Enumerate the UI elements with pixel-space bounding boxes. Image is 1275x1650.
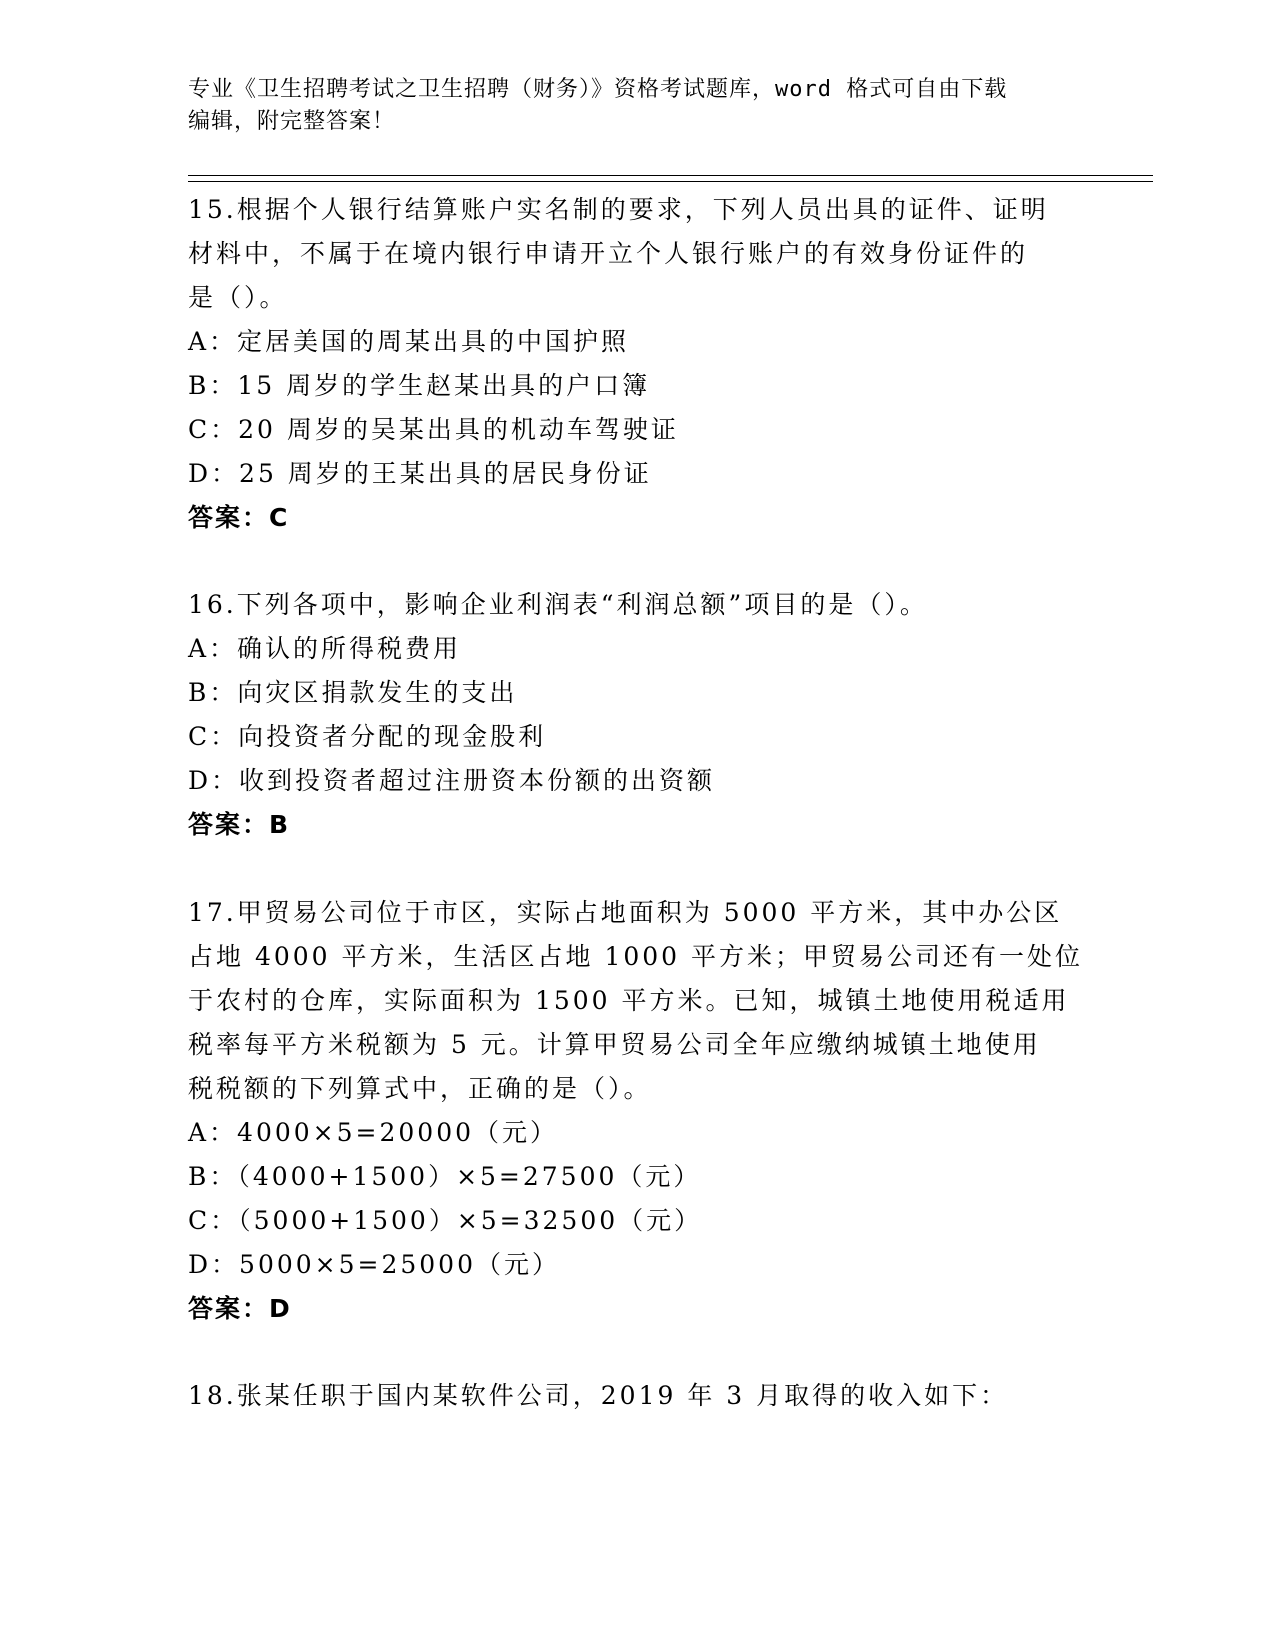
option-d: D：5000×5=25000（元）	[188, 1250, 560, 1279]
question-stem-line: 占地 4000 平方米，生活区占地 1000 平方米；甲贸易公司还有一处位	[188, 942, 1084, 971]
answer-label: 答案：C	[188, 503, 290, 532]
option-b: B：向灾区捐款发生的支出	[188, 678, 518, 707]
header-line-2: 编辑，附完整答案！	[188, 109, 396, 134]
option-a: A：4000×5=20000（元）	[188, 1118, 559, 1147]
question-stem-line: 是（）。	[188, 283, 288, 312]
option-b: B：（4000+1500）×5=27500（元）	[188, 1162, 702, 1191]
option-c: C：向投资者分配的现金股利	[188, 722, 547, 751]
option-b: B：15 周岁的学生赵某出具的户口簿	[188, 371, 651, 400]
header-divider-bottom	[188, 181, 1153, 182]
answer-label: 答案：B	[188, 810, 291, 839]
header-text	[188, 74, 1068, 138]
option-d: D：25 周岁的王某出具的居民身份证	[188, 459, 652, 488]
option-a: A：定居美国的周某出具的中国护照	[188, 327, 630, 356]
question-stem-line: 税税额的下列算式中，正确的是（）。	[188, 1074, 652, 1103]
question-stem-line: 15.根据个人银行结算账户实名制的要求，下列人员出具的证件、证明	[188, 195, 1049, 224]
question-stem-line: 材料中，不属于在境内银行申请开立个人银行账户的有效身份证件的	[188, 239, 1029, 268]
answer-label: 答案：D	[188, 1294, 292, 1323]
option-c: C：20 周岁的吴某出具的机动车驾驶证	[188, 415, 679, 444]
option-c: C：（5000+1500）×5=32500（元）	[188, 1206, 703, 1235]
question-stem-line: 17.甲贸易公司位于市区，实际占地面积为 5000 平方米，其中办公区	[188, 898, 1063, 927]
header-divider-top	[188, 175, 1153, 176]
question-stem-line: 16.下列各项中，影响企业利润表“利润总额”项目的是（）。	[188, 590, 928, 619]
question-stem-line: 税率每平方米税额为 5 元。计算甲贸易公司全年应缴纳城镇土地使用	[188, 1030, 1041, 1059]
option-d: D：收到投资者超过注册资本份额的出资额	[188, 766, 716, 795]
question-stem-line: 18.张某任职于国内某软件公司，2019 年 3 月取得的收入如下：	[188, 1381, 1009, 1410]
header-line-1: 专业《卫生招聘考试之卫生招聘（财务）》资格考试题库，word 格式可自由下载	[188, 77, 1008, 102]
option-a: A：确认的所得税费用	[188, 634, 462, 663]
question-stem-line: 于农村的仓库，实际面积为 1500 平方米。已知，城镇土地使用税适用	[188, 986, 1070, 1015]
